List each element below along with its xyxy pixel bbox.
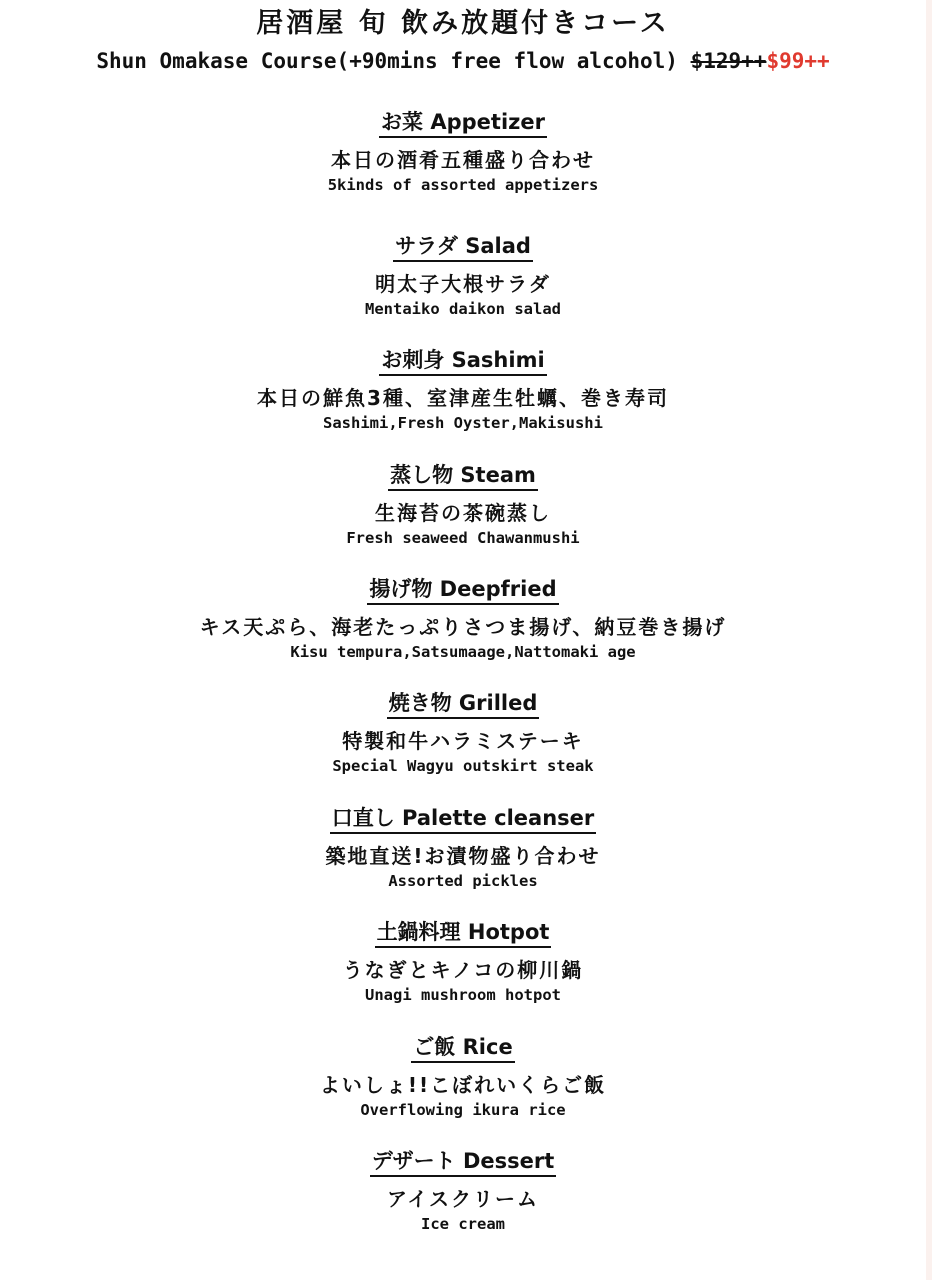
dish-japanese: 特製和牛ハラミステーキ (342, 729, 584, 753)
dish-japanese: 築地直送!お漬物盛り合わせ (325, 844, 601, 868)
dish-english: Special Wagyu outskirt steak (332, 757, 594, 775)
dish-japanese: 明太子大根サラダ (375, 272, 551, 296)
new-price: $99++ (766, 49, 830, 73)
dish-english: Assorted pickles (388, 872, 538, 890)
menu-title-english (0, 46, 926, 76)
section-heading: お菜 Appetizer (379, 108, 547, 138)
section-heading: 揚げ物 Deepfried (367, 575, 558, 605)
dish-english: Mentaiko daikon salad (365, 300, 561, 318)
section-appetizer (0, 108, 926, 196)
section-hotpot (0, 918, 926, 1006)
section-dessert (0, 1147, 926, 1235)
dish-japanese: 本日の酒肴五種盛り合わせ (331, 148, 595, 172)
section-heading: 焼き物 Grilled (387, 689, 540, 719)
dish-english: Sashimi,Fresh Oyster,Makisushi (323, 414, 603, 432)
dish-english: Overflowing ikura rice (360, 1101, 566, 1119)
dish-japanese: よいしょ!!こぼれいくらご飯 (319, 1073, 607, 1097)
section-deepfried (0, 575, 926, 663)
dish-japanese: キス天ぷら、海老たっぷりさつま揚げ、納豆巻き揚げ (199, 615, 727, 639)
right-edge-strip (926, 0, 932, 1280)
section-heading: 土鍋料理 Hotpot (375, 918, 552, 948)
section-heading: デザート Dessert (370, 1147, 557, 1177)
dish-english: 5kinds of assorted appetizers (327, 176, 599, 194)
dish-english: Fresh seaweed Chawanmushi (346, 529, 580, 547)
old-price: $129++ (690, 49, 767, 73)
dish-english: Kisu tempura,Satsumaage,Nattomaki age (290, 643, 636, 661)
section-heading: 口直し Palette cleanser (330, 804, 597, 834)
dish-japanese: アイスクリーム (387, 1187, 539, 1211)
section-heading: サラダ Salad (393, 232, 533, 262)
section-heading: ご飯 Rice (411, 1033, 514, 1063)
dish-japanese: 本日の鮮魚3種、室津産生牡蠣、巻き寿司 (257, 386, 669, 410)
section-grilled (0, 689, 926, 777)
section-salad (0, 232, 926, 320)
menu-title-japanese: 居酒屋 旬 飲み放題付きコース (256, 8, 670, 39)
section-sashimi (0, 346, 926, 434)
dish-english: Ice cream (421, 1215, 505, 1233)
section-heading: お刺身 Sashimi (379, 346, 546, 376)
dish-japanese: 生海苔の茶碗蒸し (375, 501, 551, 525)
section-heading: 蒸し物 Steam (388, 461, 538, 491)
section-palette-cleanser (0, 804, 926, 892)
dish-japanese: うなぎとキノコの柳川鍋 (342, 958, 584, 982)
section-steam (0, 461, 926, 549)
dish-english: Unagi mushroom hotpot (365, 986, 561, 1004)
section-rice (0, 1033, 926, 1121)
course-name: Shun Omakase Course(+90mins free flow alcohol) (96, 49, 678, 73)
